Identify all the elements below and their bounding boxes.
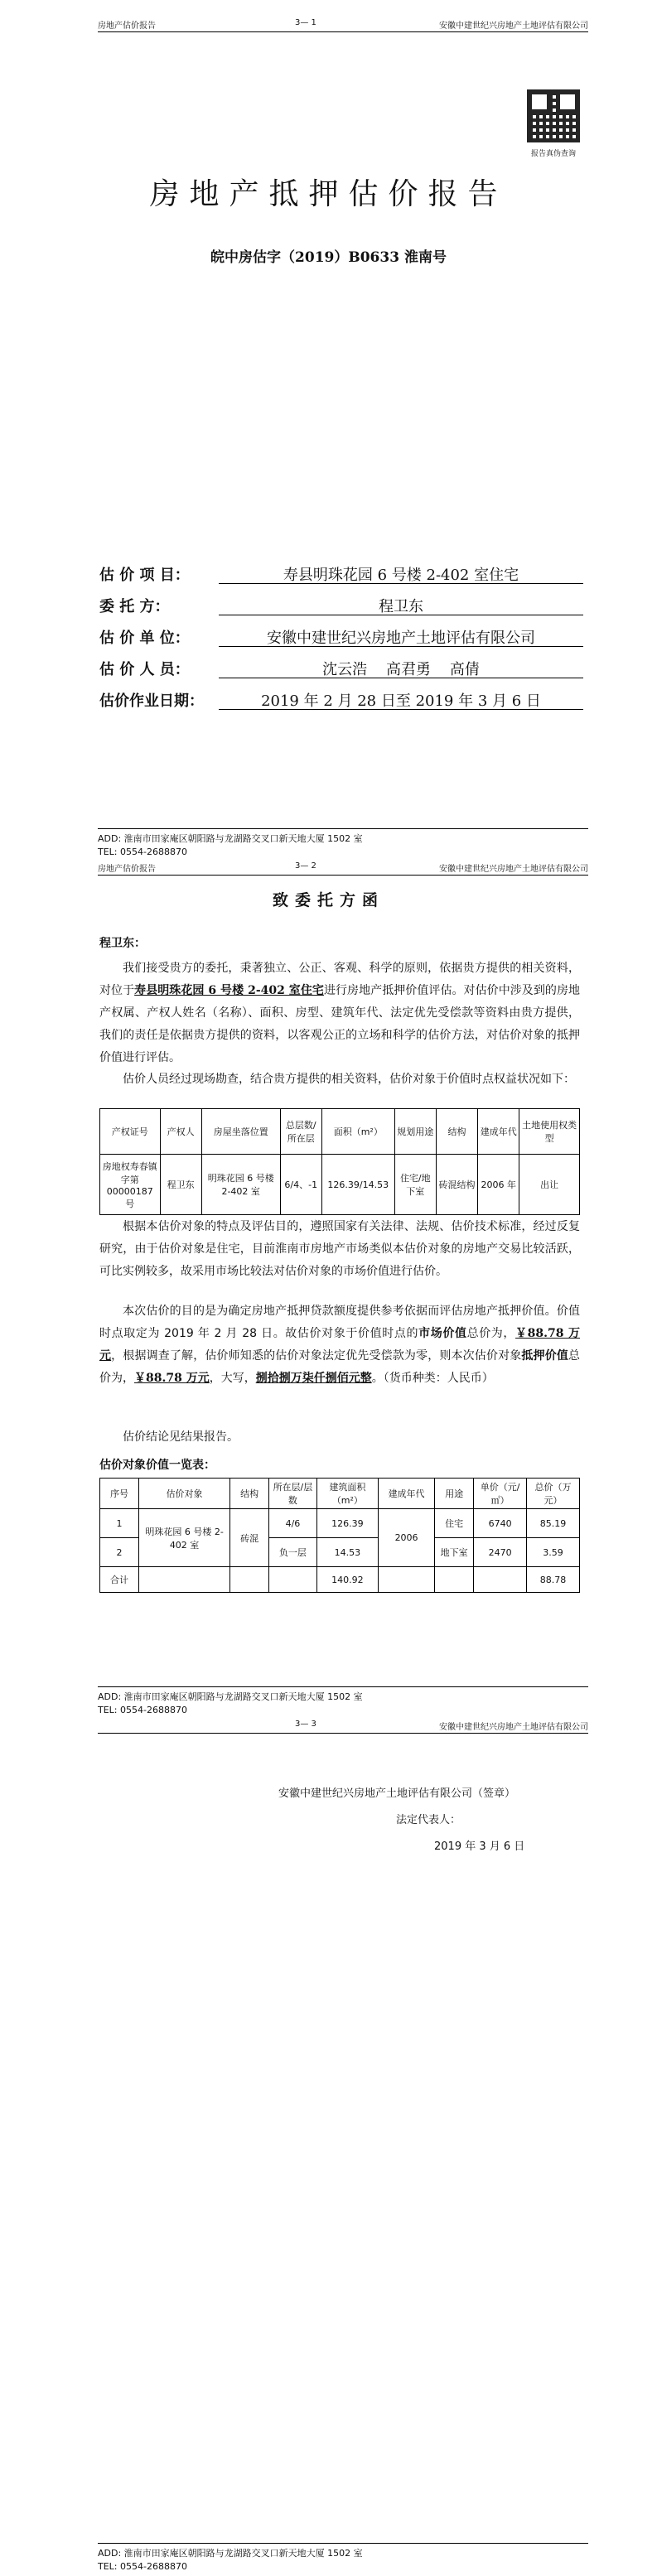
salutation-text: 程卫东： (99, 937, 146, 950)
p4-text-c: ，根据调查了解，估价师知悉的估价对象法定优先受偿款为零，则本次估价对象 (111, 1349, 522, 1363)
table-header: 序号 (100, 1479, 139, 1509)
page-header (98, 1716, 588, 1734)
p4-text-d: 总价为， (99, 1349, 581, 1385)
info-appraisers (99, 658, 480, 681)
table-header: 估价对象 (139, 1479, 230, 1509)
table-row (100, 1155, 580, 1215)
table-header: 用途 (435, 1479, 474, 1509)
table-cell: 合计 (100, 1567, 139, 1593)
p4-mortgage-value: ￥88.78 万元 (134, 1372, 210, 1385)
table-header: 结构 (230, 1479, 269, 1509)
table-header: 产权人 (160, 1109, 201, 1155)
page-header (98, 15, 588, 32)
table-cell: 负一层 (269, 1538, 317, 1567)
table-cell: 2006 年 (478, 1155, 519, 1215)
table-cell: 明珠花园 6 号楼 2-402 室 (201, 1155, 280, 1215)
table-header: 建成年代 (379, 1479, 435, 1509)
table-cell: 6740 (474, 1509, 527, 1538)
table-header: 产权证号 (100, 1109, 161, 1155)
header-right: 安徽中建世纪兴房地产土地评估有限公司 (439, 1723, 588, 1732)
paragraph-4 (99, 1300, 580, 1390)
header-left: 房地产估价报告 (98, 865, 156, 874)
table-cell: 明珠花园 6 号楼 2-402 室 (139, 1509, 230, 1567)
table-cell: 砖混结构 (436, 1155, 477, 1215)
qr-label: 报告真伪查询 (530, 150, 576, 158)
table-cell (139, 1567, 230, 1593)
table-cell: 砖混 (230, 1509, 269, 1567)
table-header: 总价（万元） (527, 1479, 580, 1509)
table-cell: 126.39/14.53 (321, 1155, 394, 1215)
info-dates (99, 689, 541, 712)
header-right: 安徽中建世纪兴房地产土地评估有限公司 (439, 22, 588, 31)
table-header: 结构 (436, 1109, 477, 1155)
table-cell: 4/6 (269, 1509, 317, 1538)
table-cell: 2006 (379, 1509, 435, 1567)
page-number: 3— 2 (295, 861, 316, 871)
qr-code-icon[interactable] (527, 89, 580, 142)
table-cell: 地下室 (435, 1538, 474, 1567)
document-number: 皖中房估字（2019）B0633 淮南号 (210, 249, 447, 266)
table-cell (379, 1567, 435, 1593)
info-label: 委 托 方： (99, 598, 170, 615)
paragraph-5 (99, 1426, 580, 1449)
footer-address: ADD: 淮南市田家庵区朝阳路与龙湖路交叉口新天地大厦 1502 室 (98, 1691, 363, 1702)
table-cell: 6/4、-1 (280, 1155, 321, 1215)
info-label: 估 价 单 位： (99, 630, 190, 647)
table-cell: 住宅/地下室 (394, 1155, 436, 1215)
value-table (99, 1478, 580, 1593)
footer-tel: TEL: 0554-2688870 (98, 2561, 187, 2572)
table-cell: 住宅 (435, 1509, 474, 1538)
table-cell (230, 1567, 269, 1593)
table-row (100, 1567, 580, 1593)
info-label: 估 价 人 员： (99, 661, 190, 678)
table-cell: 140.92 (316, 1567, 378, 1593)
info-value: 沈云浩 高君勇 高倩 (219, 658, 583, 678)
signature-company: 安徽中建世纪兴房地产土地评估有限公司（签章） (278, 1787, 516, 1800)
info-value: 2019 年 2 月 28 日至 2019 年 3 月 6 日 (219, 689, 583, 710)
table-cell: 3.59 (527, 1538, 580, 1567)
table-cell: 2 (100, 1538, 139, 1567)
page-footer (98, 828, 588, 859)
header-right: 安徽中建世纪兴房地产土地评估有限公司 (439, 865, 588, 874)
table-header: 总层数/所在层 (280, 1109, 321, 1155)
table-header: 土地使用权类型 (519, 1109, 580, 1155)
footer-address: ADD: 淮南市田家庵区朝阳路与龙湖路交叉口新天地大厦 1502 室 (98, 2548, 363, 2559)
table-header: 单价（元/㎡） (474, 1479, 527, 1509)
p1-text-2: 进行房地产抵押价值评估。对估价中涉及到的房地产权属、产权人姓名（名称）、面积、房型、建筑年代、法定优先受偿款等资料由贵方提供，我们的责任是依据贵方提供的资料，以客观公正的立场和科学的估价方法，对估价对象的抵押价值进行评估。 (99, 984, 581, 1064)
p2-text: 估价人员经过现场勘查，结合贵方提供的相关资料，估价对象于价值时点权益状况如下： (123, 1073, 575, 1086)
paragraph-2 (99, 1069, 580, 1091)
table-cell: 房地权寿春镇字第 00000187 号 (100, 1155, 161, 1215)
page-header (98, 858, 588, 876)
page-footer (98, 1686, 588, 1717)
report-title: 房地产抵押估价报告 (149, 177, 508, 211)
p4-market-value-label: 市场价值 (418, 1327, 467, 1340)
info-value: 寿县明珠花园 6 号楼 2-402 室住宅 (219, 563, 583, 584)
signature-rep: 法定代表人： (396, 1814, 461, 1826)
table-cell: 出让 (519, 1155, 580, 1215)
p4-text-b: 总价为， (466, 1327, 516, 1340)
page-footer (98, 2543, 588, 2574)
value-table-caption (99, 1454, 580, 1477)
p1-text: 我们接受贵方的委托，秉著独立、公正、客观、科学的原则，依据贵方提供的相关资料，对位于 (99, 962, 580, 997)
table-header: 规划用途 (394, 1109, 436, 1155)
p4-text-f: 。（货币种类：人民币） (371, 1372, 494, 1385)
p1-property: 寿县明珠花园 6 号楼 2-402 室住宅 (134, 984, 324, 997)
p4-value-in-words: 捌拾捌万柒仟捌佰元整 (255, 1372, 372, 1385)
letter-title: 致委托方函 (272, 891, 384, 909)
paragraph-3 (99, 1216, 580, 1283)
table-cell: 85.19 (527, 1509, 580, 1538)
p5-text: 估价结论见结果报告。 (123, 1430, 239, 1444)
table-cell: 88.78 (527, 1567, 580, 1593)
page-number: 3— 3 (295, 1720, 316, 1729)
footer-tel: TEL: 0554-2688870 (98, 1705, 187, 1715)
paragraph-1 (99, 958, 580, 1069)
table-cell: 程卫东 (160, 1155, 201, 1215)
info-value: 安徽中建世纪兴房地产土地评估有限公司 (219, 626, 583, 647)
table-cell (435, 1567, 474, 1593)
info-project (99, 563, 519, 586)
table-header-row (100, 1479, 580, 1509)
table-cell: 1 (100, 1509, 139, 1538)
p4-text: 本次估价的目的是为确定房地产抵押贷款额度提供参考依据而评估房地产抵押价值。价值时点取定为 2019 年 2 月 28 日。故估价对象于价值时点的 (99, 1305, 580, 1340)
table-cell (474, 1567, 527, 1593)
signature-date: 2019 年 3 月 6 日 (434, 1840, 525, 1853)
p4-market-value: ￥88.78 万元 (99, 1327, 580, 1363)
table-header-row (100, 1109, 580, 1155)
footer-address: ADD: 淮南市田家庵区朝阳路与龙湖路交叉口新天地大厦 1502 室 (98, 833, 363, 844)
p4-text-e: ，大写， (209, 1372, 256, 1385)
p4-mortgage-value-label: 抵押价值 (521, 1349, 569, 1363)
table-cell: 2470 (474, 1538, 527, 1567)
table-cell: 14.53 (316, 1538, 378, 1567)
salutation (99, 933, 580, 955)
caption-text: 估价对象价值一览表： (99, 1459, 215, 1472)
info-client (99, 595, 423, 618)
p3-text: 根据本估价对象的特点及评估目的，遵照国家有关法律、法规、估价技术标准，经过反复研究，由于估价对象是住宅，目前淮南市房地产市场类似本估价对象的房地产交易比较活跃，可比实例较多，故采用市场比较法对估价对象的市场价值进行估价。 (99, 1220, 580, 1278)
table-header: 面积（m²） (321, 1109, 394, 1155)
table-header: 建筑面积（m²） (316, 1479, 378, 1509)
info-company (99, 626, 535, 649)
info-value: 程卫东 (219, 595, 583, 615)
table-header: 所在层/层数 (269, 1479, 317, 1509)
table-row (100, 1509, 580, 1538)
info-label: 估价作业日期： (99, 692, 204, 710)
table-header: 建成年代 (478, 1109, 519, 1155)
page-number: 3— 1 (295, 18, 316, 27)
footer-tel: TEL: 0554-2688870 (98, 847, 187, 857)
rights-table (99, 1108, 580, 1215)
table-header: 房屋坐落位置 (201, 1109, 280, 1155)
table-cell (269, 1567, 317, 1593)
info-label: 估 价 项 目： (99, 567, 190, 584)
table-cell: 126.39 (316, 1509, 378, 1538)
header-left: 房地产估价报告 (98, 22, 156, 31)
